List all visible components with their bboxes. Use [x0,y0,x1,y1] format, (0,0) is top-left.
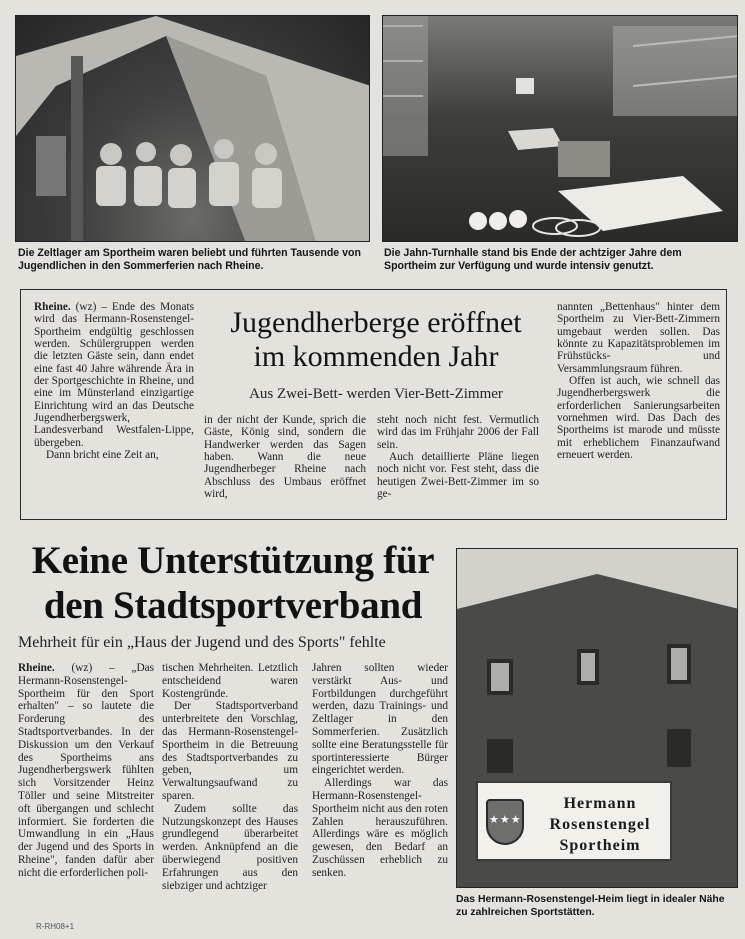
tent-camp-photo [15,15,370,242]
article1-col3-text-a: steht noch nicht fest. Vermutlich wird das im Frühjahr 2006 der Fall sein. [377,414,539,451]
article1-col2-text: in der nicht der Kunde, sprich die Gäste, König sind, sondern die Handwerker werden das Sagen haben. Wann die neue Jugendherbeger Rheine nach Abschluss des Umbaus eröffnet wird, [204,414,366,501]
page-code: R-RH08+1 [36,922,75,931]
article1-subheadline: Aus Zwei-Bett- werden Vier-Bett-Zimmer [249,386,503,402]
gym-hall-caption: Die Jahn-Turnhalle stand bis Ende der achtziger Jahre dem Sportheim zur Verfügung und wurde intensiv genutzt. [384,247,682,272]
article2-column-2 [162,662,298,892]
article1-col1-text-b: Dann bricht eine Zeit an, [46,449,159,462]
article2-headline-line1: Keine Unterstützung für [31,539,435,582]
crest-stars: ★★★ [489,814,522,826]
sign-text [530,793,670,856]
article1-column-2 [204,414,366,500]
sportheim-sign [476,781,672,861]
article2-col2-text-b: Der Stadtsportverband unterbreitete den Vorschlag, das Hermann-Rosenstengel-Sportheim in die Betreuung des Stadtsportverbandes zu geben, um Verwaltungsaufwand zu sparen. [162,700,298,802]
gym-hall-photo [382,15,738,242]
article2-column-1 [18,662,154,880]
article1-col3-text-b: Auch detaillierte Pläne liegen noch nicht vor. Fest steht, dass die heutigen Zwei-Bett-Zimmer im so ge- [377,451,539,501]
article1-column-1 [34,301,194,461]
article2-headline-line2: den Stadtsportverband [43,584,423,627]
article2-col1-text: (wz) – „Das Hermann-Rosenstengel-Sportheim für den Sport erhalten" – so lautete die Forderung des Stadtsportverbandes. In der Diskussion um den Verkauf des Sportheims ans Jugendherbergswerk fühlten sich Vorsitzender Heinz Töller und seine Mitstreiter oft übergangen und schlecht informiert. Sie forderten die Umwandlung in ein „Haus der Jugend und des Sports in Rheine", fanden dafür aber nicht die erforderlichen poli- [18,662,155,879]
article1-headline-line2: im kommenden Jahr [253,340,499,373]
article1-column-3 [377,414,539,500]
sign-line-3: Sportheim [559,837,641,854]
sign-line-1: Hermann [563,795,637,812]
article2-col2-text-a: tischen Mehrheiten. Letztlich entscheidend waren Kostengründe. [162,662,298,700]
article1-column-4 [557,301,720,461]
article2-subheadline: Mehrheit für ein „Haus der Jugend und des Sports" fehlte [18,634,386,651]
article2-dateline: Rheine. [18,662,55,674]
sportheim-photo-caption: Das Hermann-Rosenstengel-Heim liegt in idealer Nähe zu zahlreichen Sportstätten. [456,894,725,918]
sportheim-building-photo [456,548,738,888]
article2-col3-text-b: Allerdings war das Hermann-Rosenstengel-Sportheim nicht aus den roten Zahlen herauszuführen. Allerdings wäre es möglich gewesen, den Bedarf an Zuschüssen erheblich zu senken. [312,777,448,879]
article2-col2-text-c: Zudem sollte das Nutzungskonzept des Hauses grundlegend überarbeitet werden. Anknüpfend an die überwiegend positiven Erfahrungen aus den siebziger und achtziger [162,802,298,892]
article1-headline [196,306,556,374]
article1-col4-text-b: Offen ist auch, wie schnell das Jugendherbergswerk die erforderlichen Sanierungsarbeiten vornehmen wird. Das Dach des Sportheims ist marode und müsste mit erheblichem Finanzaufwand erneuert werden. [557,375,720,462]
article1-headline-line1: Jugendherberge eröffnet [230,306,522,339]
article2-column-3 [312,662,448,880]
article1-col4-text-a: nannten „Bettenhaus" hinter dem Sportheim zu Vier-Bett-Zimmern umgebaut werden sollen. Das könnte zu Kapazitätsproblemen im Frühstücks- und Versammlungsraum führen. [557,301,720,375]
article2-col3-text-a: Jahren sollten wieder verstärkt Aus- und Fortbildungen durchgeführt werden, dazu Trainings- und Zeltlager in den Sommerferien. Zusätzlich sollte eine Beratungsstelle für sportinteressierte Bürger eingerichtet werden. [312,662,448,777]
article2-headline [18,538,448,628]
sign-line-2: Rosenstengel [549,816,651,833]
article1-dateline: Rheine. [34,301,71,313]
tent-camp-caption: Die Zeltlager am Sportheim waren beliebt und führten Tausende von Jugendlichen in den Sommerferien nach Rheine. [18,247,361,272]
article1-col1-text: (wz) – Ende des Monats wird das Hermann-Rosenstengel-Sportheim endgültig geschlossen werden. Schülergruppen werden die letzten Gäste sein, dann endet eine fast 40 Jahre währende Ära in der Sportgeschichte in Rheine, und eine im Münsterland einzigartige Einrichtung wird an das Deutsche Jugendherbergswerk, Landesverband Westfalen-Lippe, übergeben. [34,301,194,449]
